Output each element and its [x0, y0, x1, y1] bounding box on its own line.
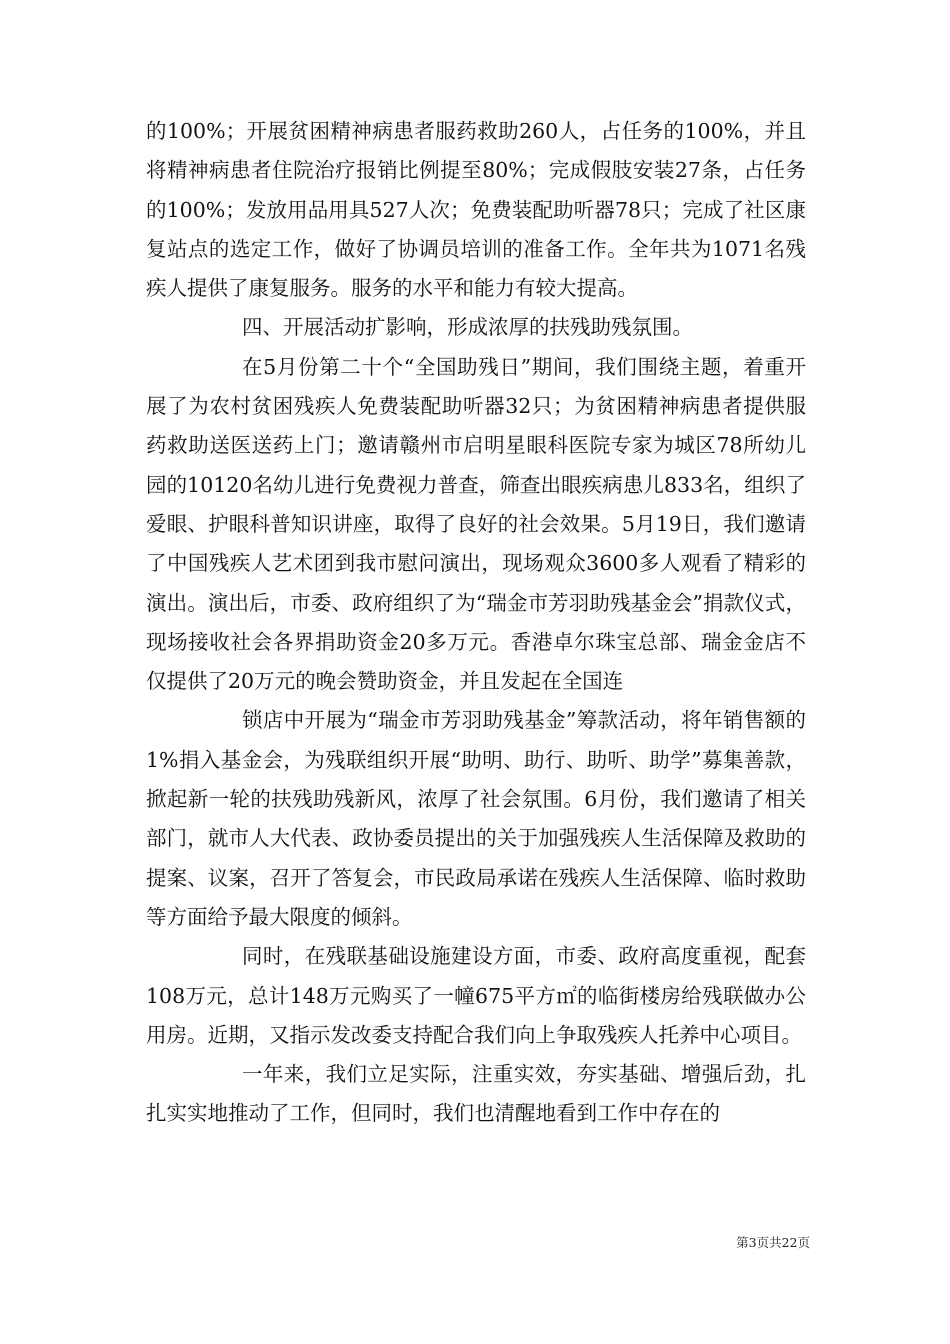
paragraph-disability-day: 在5月份第二十个“全国助残日”期间，我们围绕主题，着重开展了为农村贫困残疾人免费装配助听器32只；为贫困精神病患者提供服药救助送医送药上门；邀请赣州市启明星眼科医院专家为城区78所幼儿园的10120名幼儿进行免费视力普查，筛查出眼疾病患儿833名，组织了爱眼、护眼科普知识讲座，取得了良好的社会效果。5月19日，我们邀请了中国残疾人艺术团到我市慰问演出，现场观众3600多人观看了精彩的演出。演出后，市委、政府组织了为“瑞金市芳羽助残基金会”捐款仪式，现场接收社会各界捐助资金20多万元。香港卓尔珠宝总部、瑞金金店不仅提供了20万元的晚会赞助资金，并且发起在全国连	[146, 354, 806, 694]
paragraph-rehab-results: 的100%；开展贫困精神病患者服药救助260人，占任务的100%，并且将精神病患者住院治疗报销比例提至80%；完成假肢安装27条，占任务的100%；发放用品用具527人次；免费装配助听器78只；完成了社区康复站点的选定工作，做好了协调员培训的准备工作。全年共为1071名残疾人提供了康复服务。服务的水平和能力有较大提高。	[146, 119, 806, 301]
paragraph-summary: 一年来，我们立足实际，注重实效，夯实基础、增强后劲，扎扎实实地推动了工作，但同时，我们也清醒地看到工作中存在的	[146, 1062, 806, 1126]
paragraph-fundraising: 锁店中开展为“瑞金市芳羽助残基金”筹款活动，将年销售额的1%捐入基金会，为残联组织开展“助明、助行、助听、助学”募集善款，掀起新一轮的扶残助残新风，浓厚了社会氛围。6月份，我们邀请了相关部门，就市人大代表、政协委员提出的关于加强残疾人生活保障及救助的提案、议案，召开了答复会，市民政局承诺在残疾人生活保障、临时救助等方面给予最大限度的倾斜。	[146, 708, 806, 929]
section-heading-four: 四、开展活动扩影响，形成浓厚的扶残助残氛围。	[242, 315, 693, 340]
document-body	[146, 112, 806, 1134]
page-number-footer: 第3页共22页	[736, 1235, 810, 1250]
paragraph-infrastructure: 同时，在残联基础设施建设方面，市委、政府高度重视，配套108万元，总计148万元购买了一幢675平方㎡的临街楼房给残联做办公用房。近期，又指示发改委支持配合我们向上争取残疾人托养中心项目。	[146, 944, 806, 1047]
